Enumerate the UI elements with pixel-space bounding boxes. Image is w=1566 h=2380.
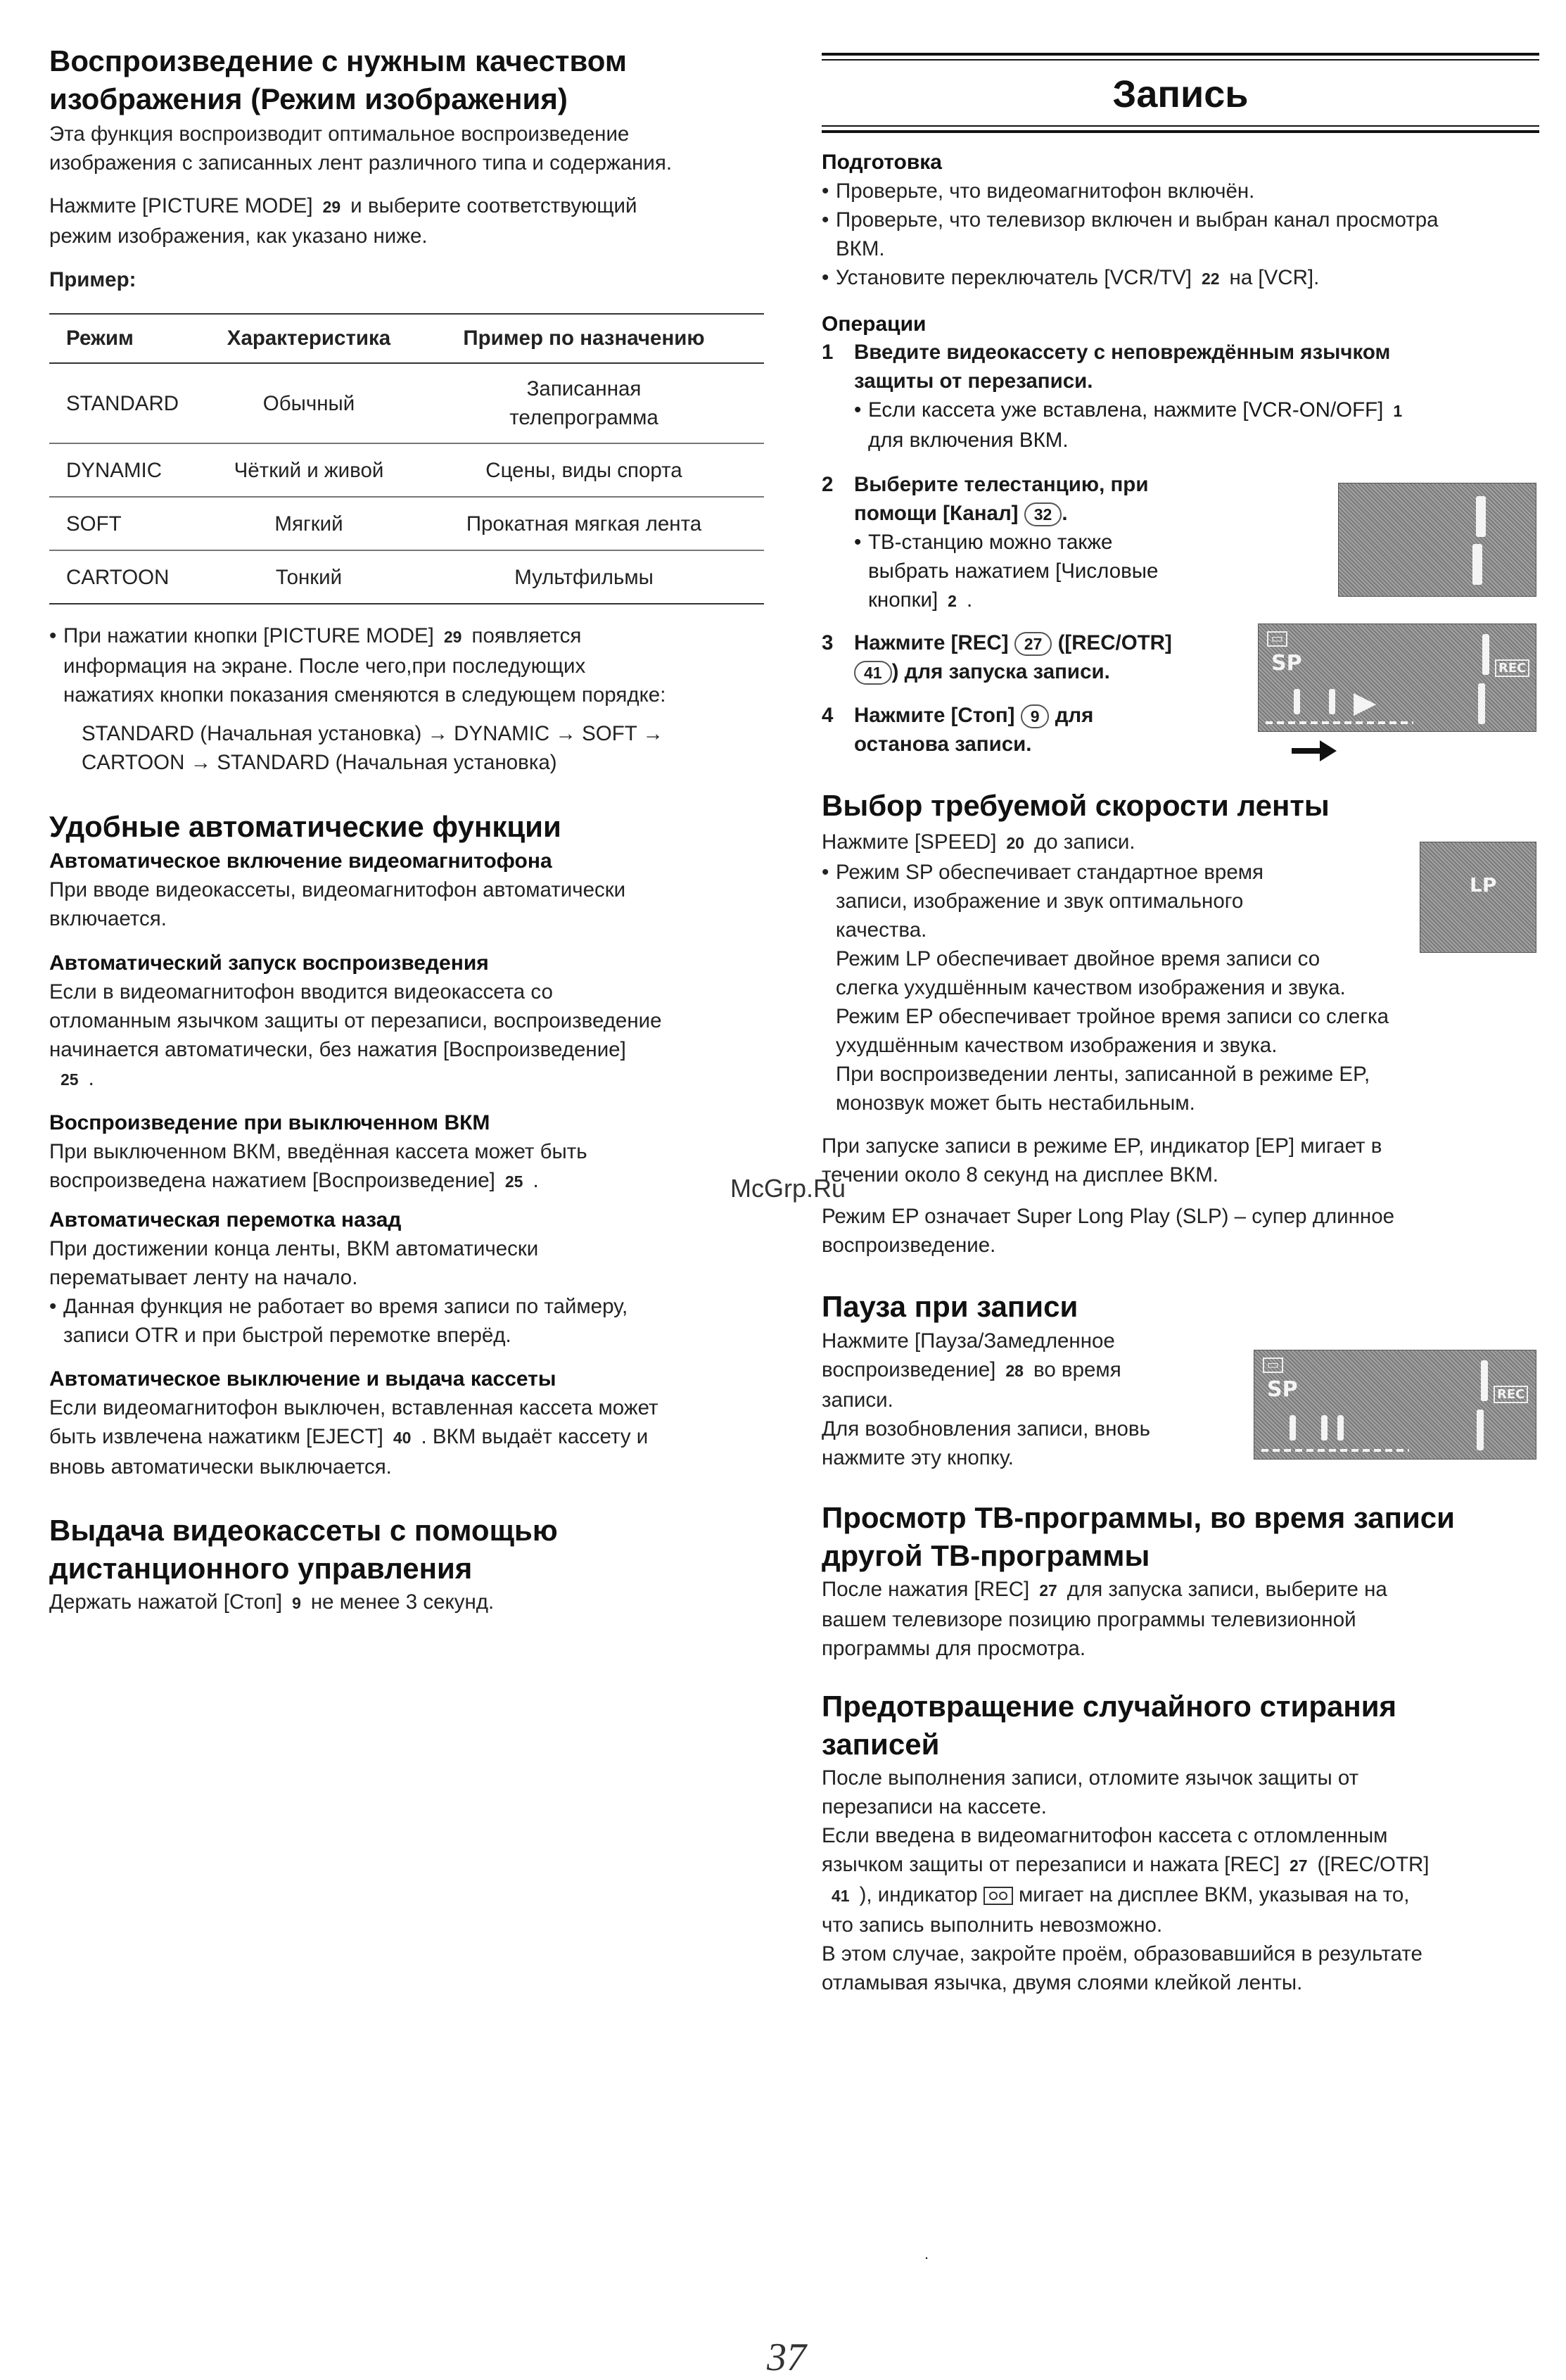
example-label: Пример: [49, 268, 136, 291]
header-rule [822, 130, 1539, 133]
display-segment [1472, 544, 1482, 585]
right-arrow-icon [1292, 740, 1337, 761]
record-pause-line: Для возобновления записи, вновь [822, 1417, 1150, 1441]
table-header-example: Пример по назначению [404, 314, 764, 363]
page-ref: 1 [1393, 402, 1403, 420]
page-ref: 32 [1024, 502, 1062, 526]
ep-note-line: Режим EP означает Super Long Play (SLP) – супер длинное [822, 1205, 1395, 1228]
display-segment [1329, 689, 1335, 714]
record-pause-line: воспроизведение] 28 во время [822, 1355, 1258, 1386]
page-ref: 41 [832, 1887, 850, 1905]
picture-mode-title-line1: Воспроизведение с нужным качеством [49, 44, 627, 77]
pause-display-image [1254, 1350, 1536, 1460]
remote-eject-line1: Держать нажатой [Стоп] 9 не менее 3 секунд. [49, 1588, 494, 1618]
table-row [49, 497, 764, 550]
step-text: Нажмите [REC] 27 ([REC/OTR] [854, 631, 1172, 654]
step-number: 3 [822, 631, 834, 654]
picture-note-line1: • При нажатии кнопки [PICTURE MODE] 29 появляется [49, 621, 781, 652]
mode-sequence-line2: CARTOON → STANDARD (Начальная установка) [82, 751, 557, 774]
auto-eject-title: Автоматическое выключение и выдача кассеты [49, 1367, 556, 1391]
display-segment [1477, 1410, 1484, 1450]
ep-note-line: При запуске записи в режиме EP, индикатор [EP] мигает в [822, 1134, 1382, 1158]
tape-speed-line: записи, изображение и звук оптимального [836, 890, 1244, 913]
step-note-cont: выбрать нажатием [Числовые [868, 559, 1159, 583]
display-sp: SP [1271, 651, 1302, 676]
header-rule [822, 59, 1539, 61]
auto-rewind-line2: перематывает ленту на начало. [49, 1266, 358, 1289]
page-ref: 20 [1006, 834, 1024, 852]
rec-display-image [1258, 624, 1536, 732]
page-ref: 27 [1014, 632, 1052, 656]
operations-title: Операции [822, 312, 927, 336]
auto-rewind-note-line2: записи OTR и при быстрой перемотке вперёд. [63, 1324, 511, 1347]
step-number: 2 [822, 473, 834, 496]
cassette-indicator-icon [983, 1887, 1013, 1905]
auto-play-line2: отломанным язычком защиты от перезаписи, воспроизведение [49, 1009, 662, 1032]
auto-eject-line2: быть извлечена нажатикм [EJECT] 40 . ВКМ выдаёт кассету и [49, 1422, 781, 1452]
page-ref: 29 [443, 628, 462, 646]
page-ref: 25 [504, 1172, 523, 1191]
watermark: McGrp.Ru [730, 1174, 846, 1203]
prevent-erase-line: Если введена в видеомагнитофон кассета с отломленным [822, 1824, 1388, 1847]
display-segment [1321, 1415, 1328, 1441]
picture-mode-table [49, 313, 764, 605]
table-cell-mode: SOFT [49, 497, 214, 550]
display-segment [1481, 1360, 1488, 1401]
picture-press-line1: Нажмите [PICTURE MODE] 29 и выберите соответствующий [49, 191, 781, 222]
table-header-characteristic: Характеристика [214, 314, 404, 363]
play-when-off-line1: При выключенном ВКМ, введённая кассета может быть [49, 1140, 587, 1163]
watch-tv-line: вашем телевизоре позицию программы телевизионной [822, 1608, 1356, 1631]
display-segment [1482, 634, 1489, 675]
prep-item: • Установите переключатель [VCR/TV] 22 на [VCR]. [822, 263, 1539, 293]
step-text: Выберите телестанцию, при [854, 473, 1149, 496]
page-ref: 41 [854, 661, 892, 685]
auto-rewind-note-line1: • Данная функция не работает во время записи по таймеру, [49, 1292, 781, 1321]
prevent-erase-line: что запись выполнить невозможно. [822, 1913, 1163, 1937]
prep-title: Подготовка [822, 151, 942, 174]
record-pause-title: Пауза при записи [822, 1290, 1078, 1323]
display-segment [1290, 1415, 1296, 1441]
step-4 [822, 701, 1328, 764]
prevent-erase-line: После выполнения записи, отломите язычок защиты от [822, 1766, 1359, 1790]
step-note-cont: для включения ВКМ. [868, 429, 1069, 452]
display-segment [1337, 1415, 1344, 1441]
tape-speed-line: качества. [836, 918, 927, 942]
prevent-erase-line: отламывая язычка, двумя слоями клейкой ленты. [822, 1971, 1303, 1994]
table-cell-example: Записанная телепрограмма [404, 363, 764, 443]
header-rule [822, 125, 1539, 127]
ep-note-line: течении около 8 секунд на дисплее ВКМ. [822, 1163, 1218, 1186]
table-cell-example: Мультфильмы [404, 550, 764, 604]
page-ref: 25 [61, 1070, 79, 1089]
auto-power-on-line1: При вводе видеокассеты, видеомагнитофон автоматически [49, 878, 626, 901]
mode-sequence-line1: STANDARD (Начальная установка) → DYNAMIC → SOFT → [82, 722, 663, 745]
page-ref: 29 [322, 198, 341, 216]
table-cell-characteristic: Обычный [214, 363, 404, 443]
stray-mark: . [924, 2245, 929, 2262]
picture-mode-title-line2: изображения (Режим изображения) [49, 82, 568, 115]
record-pause-line: нажмите эту кнопку. [822, 1446, 1014, 1469]
lp-display-image [1420, 842, 1536, 953]
tape-speed-line: монозвук может быть нестабильным. [836, 1091, 1195, 1115]
page-ref: 22 [1201, 270, 1220, 288]
cassette-icon: ▭ [1267, 631, 1287, 647]
display-rec: REC [1495, 659, 1529, 677]
picture-intro-line2: изображения с записанных лент различного типа и содержания. [49, 151, 673, 175]
prep-item: • Проверьте, что видеомагнитофон включён. [822, 177, 1539, 205]
auto-play-title: Автоматический запуск воспроизведения [49, 951, 489, 975]
auto-functions-title: Удобные автоматические функции [49, 810, 561, 843]
display-segment [1476, 496, 1486, 537]
tape-speed-line: ухудшённым качеством изображения и звука. [836, 1034, 1278, 1057]
table-row [49, 443, 764, 497]
tape-speed-line: Нажмите [SPEED] 20 до записи. [822, 828, 1539, 858]
table-cell-characteristic: Чёткий и живой [214, 443, 404, 497]
table-cell-mode: DYNAMIC [49, 443, 214, 497]
auto-play-line1: Если в видеомагнитофон вводится видеокассета со [49, 980, 553, 1004]
step-number: 1 [822, 341, 834, 364]
prevent-erase-line: перезаписи на кассете. [822, 1795, 1047, 1818]
display-rec: REC [1494, 1386, 1528, 1403]
display-segment [1294, 689, 1300, 714]
display-dots [1261, 1449, 1409, 1452]
auto-eject-line3: вновь автоматически выключается. [49, 1455, 392, 1479]
tape-speed-line: При воспроизведении ленты, записанной в режиме EP, [836, 1063, 1370, 1086]
page-ref: 27 [1289, 1856, 1308, 1875]
remote-eject-title-line2: дистанционного управления [49, 1552, 473, 1585]
play-arrow-icon: ▶ [1354, 685, 1377, 719]
step-2 [822, 470, 1328, 618]
display-lp: LP [1470, 873, 1497, 897]
table-row [49, 550, 764, 604]
display-sp: SP [1267, 1377, 1298, 1402]
tape-speed-line: слегка ухудшённым качеством изображения и звука. [836, 976, 1346, 999]
prevent-erase-line: В этом случае, закройте проём, образовавшийся в результате [822, 1942, 1422, 1966]
cassette-icon: ▭ [1263, 1357, 1283, 1373]
picture-note-line2: информация на экране. После чего,при последующих [63, 654, 586, 678]
step-text: помощи [Канал] 32 . [854, 502, 1068, 525]
display-segment [1478, 683, 1485, 724]
table-cell-characteristic: Мягкий [214, 497, 404, 550]
play-when-off-title: Воспроизведение при выключенном ВКМ [49, 1111, 490, 1134]
step-text: Нажмите [Стоп] 9 для [854, 704, 1094, 727]
watch-tv-line: После нажатия [REC] 27 для запуска записи, выберите на [822, 1575, 1539, 1605]
picture-intro-line1: Эта функция воспроизводит оптимальное воспроизведение [49, 122, 630, 146]
remote-eject-title-line1: Выдача видеокассеты с помощью [49, 1514, 558, 1547]
record-pause-line: записи. [822, 1388, 893, 1412]
tape-speed-line: • Режим SP обеспечивает стандартное время [822, 858, 1539, 887]
prevent-erase-title-line2: записей [822, 1728, 940, 1761]
page-ref: 9 [1021, 704, 1050, 728]
auto-play-line3: начинается автоматически, без нажатия [Воспроизведение] [49, 1038, 626, 1061]
table-cell-mode: STANDARD [49, 363, 214, 443]
table-row [49, 363, 764, 443]
picture-note-line3: нажатиях кнопки показания сменяются в следующем порядке: [63, 683, 666, 707]
tape-speed-line: Режим LP обеспечивает двойное время записи со [836, 947, 1320, 970]
prevent-erase-line: 41 ), индикатор мигает на дисплее ВКМ, указывая на то, [822, 1880, 1539, 1911]
header-rule [822, 53, 1539, 56]
prep-item: • Проверьте, что телевизор включен и выбран канал просмотра [822, 205, 1539, 234]
auto-power-on-title: Автоматическое включение видеомагнитофона [49, 849, 552, 873]
step-note-cont: кнопки] 2 . [854, 585, 1158, 616]
prevent-erase-title-line1: Предотвращение случайного стирания [822, 1690, 1397, 1723]
channel-display-image [1338, 483, 1536, 597]
auto-rewind-title: Автоматическая перемотка назад [49, 1208, 402, 1232]
tape-speed-title: Выбор требуемой скорости ленты [822, 789, 1330, 822]
auto-eject-line1: Если видеомагнитофон выключен, вставленная кассета может [49, 1396, 658, 1419]
step-note: • Если кассета уже вставлена, нажмите [VCR-ON/OFF] 1 [854, 395, 1412, 426]
record-pause-line: Нажмите [Пауза/Замедленное [822, 1329, 1115, 1353]
page-ref: 2 [948, 592, 957, 610]
table-cell-example: Прокатная мягкая лента [404, 497, 764, 550]
table-cell-characteristic: Тонкий [214, 550, 404, 604]
watch-tv-title-line1: Просмотр ТВ-программы, во время записи [822, 1501, 1455, 1534]
table-cell-example: Сцены, виды спорта [404, 443, 764, 497]
step-3 [822, 628, 1328, 692]
page-ref: 28 [1005, 1362, 1024, 1380]
auto-power-on-line2: включается. [49, 907, 167, 930]
page-ref: 9 [292, 1594, 301, 1612]
prevent-erase-line: язычком защиты от перезаписи и нажата [REC] 27 ([REC/OTR] [822, 1850, 1539, 1880]
step-1 [822, 338, 1539, 457]
table-cell-mode: CARTOON [49, 550, 214, 604]
tape-speed-line: Режим EP обеспечивает тройное время записи со слегка [836, 1005, 1389, 1028]
page-ref: 27 [1039, 1581, 1057, 1600]
step-text: останова записи. [854, 733, 1032, 756]
step-note: • ТВ-станцию можно также [854, 528, 1158, 557]
auto-play-line4: 25 . [49, 1064, 781, 1094]
auto-rewind-line1: При достижении конца ленты, ВКМ автоматически [49, 1237, 539, 1260]
table-header-mode: Режим [49, 314, 214, 363]
page-number: 37 [767, 2336, 806, 2379]
play-when-off-line2: воспроизведена нажатием [Воспроизведение] 25 . [49, 1166, 781, 1196]
step-text: Введите видеокассету с неповреждённым язычком [854, 341, 1391, 364]
step-text: защиты от перезаписи. [854, 369, 1093, 393]
picture-press-line2: режим изображения, как указано ниже. [49, 224, 428, 248]
watch-tv-line: программы для просмотра. [822, 1637, 1086, 1660]
display-dots [1266, 721, 1413, 724]
page-ref: 40 [393, 1429, 412, 1447]
ep-note-line: воспроизведение. [822, 1234, 996, 1257]
step-number: 4 [822, 704, 834, 727]
prep-item-cont: ВКМ. [836, 237, 885, 260]
recording-title: Запись [1112, 73, 1249, 115]
watch-tv-title-line2: другой ТВ-программы [822, 1539, 1150, 1572]
step-text: 41 ) для запуска записи. [854, 657, 1172, 686]
